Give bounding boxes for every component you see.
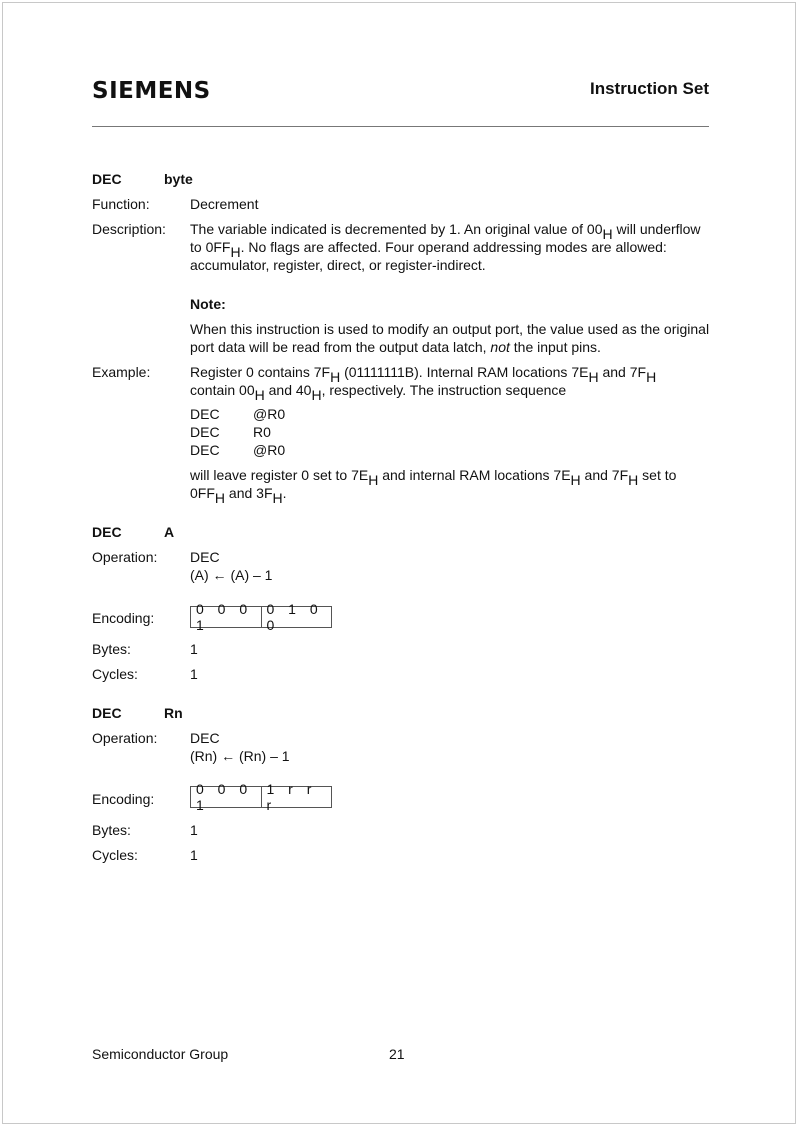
encoding-label: Encoding: — [92, 610, 155, 626]
result-line: $0FF_H$ and $3F_H$. — [190, 485, 287, 506]
description-line: to $0FF_H$. No flags are affected. Four operand addressing modes are allowed: — [190, 239, 667, 260]
operation-formula: (A) ← (A) – 1 — [190, 567, 273, 583]
operation-name: DEC — [190, 549, 220, 565]
encoding-box — [190, 601, 332, 633]
encoding-low-nibble: 1 r r r — [261, 787, 332, 807]
header-title: Instruction Set — [589, 79, 709, 98]
bytes-label: Bytes: — [92, 822, 131, 838]
code-op: DEC — [190, 442, 220, 458]
header-divider — [92, 126, 709, 127]
cycles-value: 1 — [190, 666, 198, 682]
encoding-high-nibble: 0 0 0 1 — [196, 781, 253, 813]
function-label: Function: — [92, 196, 150, 212]
section-heading-mnemonic: DEC — [92, 524, 122, 540]
operation-formula: (Rn) ← (Rn) – 1 — [190, 748, 290, 764]
example-line: Register 0 contains $7F_H$ (01111111B). Internal RAM locations $7E_H$ and $7F_H$ — [190, 364, 657, 385]
section-heading-operand: Rn — [164, 705, 183, 721]
cycles-label: Cycles: — [92, 666, 138, 682]
operation-label: Operation: — [92, 730, 158, 746]
code-arg: @R0 — [253, 442, 286, 458]
encoding-low-nibble: 0 1 0 0 — [261, 607, 332, 627]
bytes-label: Bytes: — [92, 641, 131, 657]
description-line: accumulator, register, direct, or register-indirect. — [190, 257, 486, 273]
bytes-value: 1 — [190, 822, 198, 838]
encoding-box — [190, 781, 332, 813]
section-heading-mnemonic: DEC — [92, 705, 122, 721]
cycles-label: Cycles: — [92, 847, 138, 863]
siemens-logo: SIEMENS — [92, 78, 211, 104]
section-heading-operand: A — [164, 524, 175, 540]
bytes-value: 1 — [190, 641, 198, 657]
note-line: When this instruction is used to modify an output port, the value used as the original — [190, 321, 710, 337]
footer-publisher: Semiconductor Group — [92, 1046, 229, 1062]
result-line: will leave register 0 set to $7E_H$ and internal RAM locations $7E_H$ and $7F_H$ set to — [190, 467, 677, 488]
code-op: DEC — [190, 406, 220, 422]
operation-label: Operation: — [92, 549, 158, 565]
operation-name: DEC — [190, 730, 220, 746]
description-line: The variable indicated is decremented by 1. An original value of $00_H$ will underflow — [190, 221, 701, 242]
description-label: Description: — [92, 221, 166, 237]
cycles-value: 1 — [190, 847, 198, 863]
section-heading-operand: byte — [164, 171, 193, 187]
code-arg: @R0 — [253, 406, 286, 422]
encoding-high-nibble: 0 0 0 1 — [196, 601, 253, 633]
page-number: 21 — [389, 1046, 405, 1062]
note-heading: Note: — [190, 296, 226, 312]
note-line: port data will be read from the output data latch, not the input pins. — [190, 339, 601, 355]
example-label: Example: — [92, 364, 151, 380]
section-heading-mnemonic: DEC — [92, 171, 122, 187]
code-op: DEC — [190, 424, 220, 440]
example-line: contain $00_H$ and $40_H$, respectively. The instruction sequence — [190, 382, 567, 403]
encoding-label: Encoding: — [92, 791, 155, 807]
code-arg: R0 — [253, 424, 271, 440]
function-value: Decrement — [190, 196, 259, 212]
